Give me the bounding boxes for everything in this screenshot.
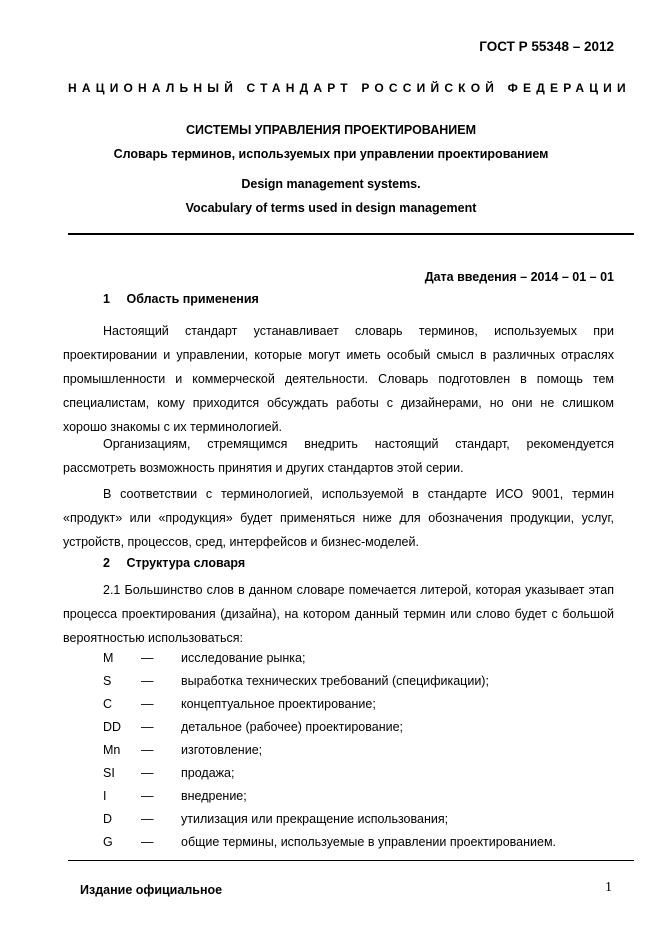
section-2-heading [103,556,245,570]
subtitle-en: Vocabulary of terms used in design management [185,201,477,215]
paragraph: Настоящий стандарт устанавливает словарь терминов, используемых при проектировании и управлении, которые могут иметь особый смысл в различных отраслях промышленности и коммерческой деятельности. Словарь подготовлен в помощь тем специалистам, кому приходится обсуждать работы с дизайнерами, но они не слишком хорошо знакомы с их терминологией. [63,324,614,434]
section-number: 2 [103,556,110,570]
page-number: 1 [605,880,612,895]
footer-divider [68,860,634,861]
list-item: Mn — изготовление; [103,743,263,757]
official-edition-label: Издание официальное [80,883,223,897]
list-item: DD — детальное (рабочее) проектирование; [103,720,404,734]
section-1-heading [103,292,259,306]
list-item: G — общие термины, используемые в управлении проектированием. [103,835,557,849]
paragraph: В соответствии с терминологией, используемой в стандарте ИСО 9001, термин «продукт» или «продукция» будет применяться ниже для обозначения продукции, услуг, устройств, процессов, сред, интерфейсов и бизнес-моделей. [63,487,614,549]
list-item: SI — продажа; [103,766,235,780]
title-divider [68,233,634,235]
list-item: M — исследование рынка; [103,651,306,665]
list-item: I — внедрение; [103,789,247,803]
national-standard-heading: НАЦИОНАЛЬНЫЙ СТАНДАРТ РОССИЙСКОЙ ФЕДЕРАЦИИ [68,81,631,95]
section-title: Область применения [126,292,259,306]
list-item: C — концептуальное проектирование; [103,697,376,711]
stage-code-list [103,647,556,854]
subtitle-ru: Словарь терминов, используемых при управлении проектированием [113,147,549,161]
title-en: Design management systems. [241,177,421,191]
paragraph: 2.1 Большинство слов в данном словаре помечается литерой, которая указывает этап процесса проектирования (дизайна), на котором данный термин или слово будет с большой вероятностью использоваться: [63,583,614,645]
section-title: Структура словаря [126,556,246,570]
paragraph: Организациям, стремящимся внедрить настоящий стандарт, рекомендуется рассмотреть возможность принятия и других стандартов этой серии. [63,437,614,475]
list-item: S — выработка технических требований (спецификации); [103,674,489,688]
introduction-date: Дата введения – 2014 – 01 – 01 [424,270,614,284]
standard-id: ГОСТ Р 55348 – 2012 [479,39,614,54]
section-number: 1 [103,292,110,306]
list-item: D — утилизация или прекращение использования; [103,812,449,826]
title-ru: СИСТЕМЫ УПРАВЛЕНИЯ ПРОЕКТИРОВАНИЕМ [185,123,476,137]
